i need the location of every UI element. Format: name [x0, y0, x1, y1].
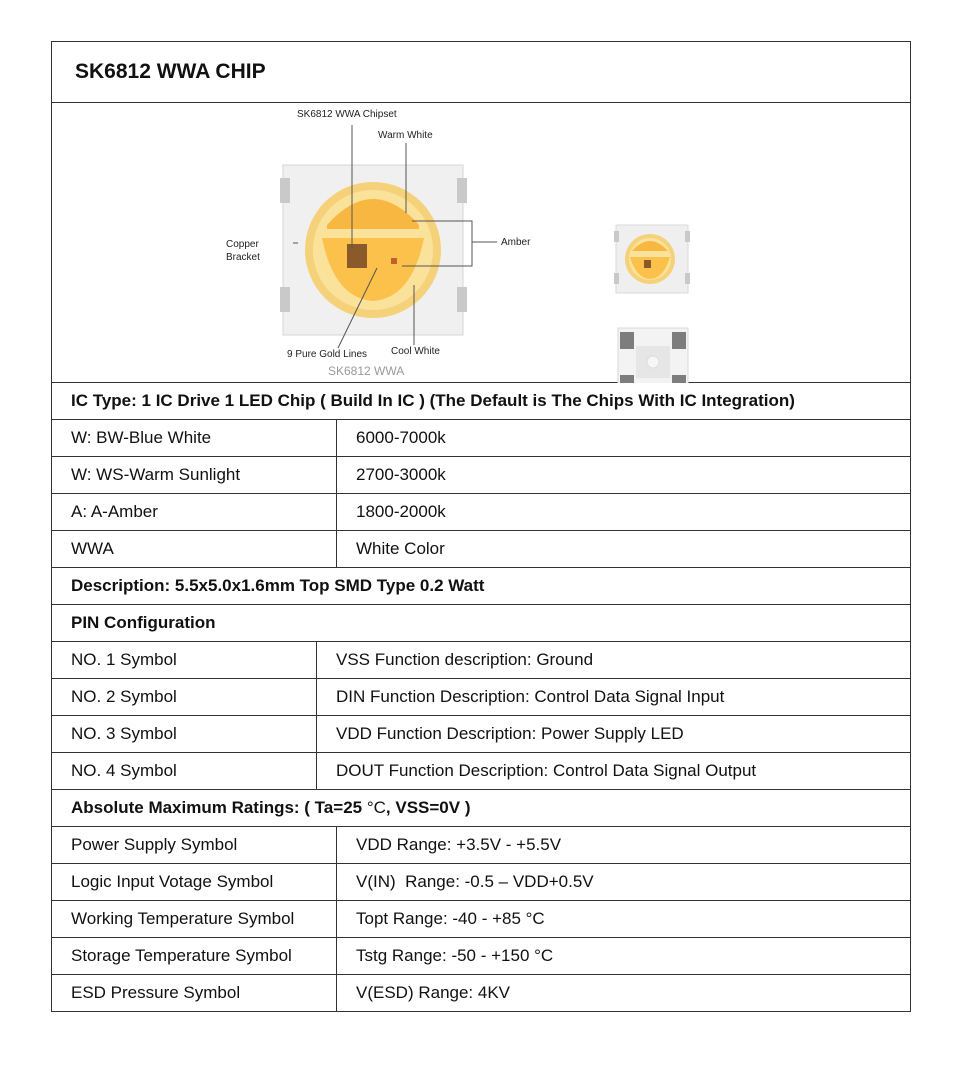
table-row [52, 937, 910, 974]
color-value: White Color [356, 539, 445, 558]
color-value: 6000-7000k [356, 428, 446, 447]
rating-name: Logic Input Votage Symbol [52, 864, 337, 900]
table-row [52, 493, 910, 530]
table-row [52, 419, 910, 456]
ratings-header [52, 790, 910, 826]
pin-function: DIN Function Description: Control Data Signal Input [336, 687, 725, 706]
color-value: 2700-3000k [356, 465, 446, 484]
copper-pad [280, 287, 290, 312]
color-name: W: BW-Blue White [52, 420, 337, 456]
rating-value: Topt Range: -40 - +85 °C [356, 909, 545, 928]
chip-illustration [52, 102, 910, 382]
table-row [52, 863, 910, 900]
rating-name: Power Supply Symbol [52, 827, 337, 863]
copper-pad [280, 178, 290, 203]
rating-name: Storage Temperature Symbol [52, 938, 337, 974]
label-copper: Copper [226, 239, 259, 250]
rating-value: V(ESD) Range: 4KV [356, 983, 511, 1002]
ic-type-text: IC Type: 1 IC Drive 1 LED Chip ( Build In IC ) (The Default is The Chips With IC Integration) [71, 391, 795, 410]
color-name: W: WS-Warm Sunlight [52, 457, 337, 493]
color-name: WWA [52, 531, 337, 567]
chip-diagram [52, 103, 910, 383]
color-name: A: A-Amber [52, 494, 337, 530]
table-row [52, 715, 910, 752]
pin-header: PIN Configuration [71, 613, 216, 632]
table-row [52, 456, 910, 493]
pin-function: DOUT Function Description: Control Data Signal Output [336, 761, 757, 780]
amber-die [391, 258, 397, 264]
pin-symbol: NO. 3 Symbol [52, 716, 317, 752]
description-row [52, 567, 910, 604]
pin-symbol: NO. 2 Symbol [52, 679, 317, 715]
pin-symbol: NO. 1 Symbol [52, 642, 317, 678]
spec-sheet [51, 41, 911, 1012]
rating-value: Tstg Range: -50 - +150 °C [356, 946, 554, 965]
label-cool-white: Cool White [391, 346, 440, 357]
ratings-header-unit: °C [366, 798, 386, 817]
table-row [52, 530, 910, 567]
pin-function: VSS Function description: Ground [336, 650, 594, 669]
rating-value: V(IN) Range: -0.5 – VDD+0.5V [356, 872, 594, 891]
rating-name: Working Temperature Symbol [52, 901, 337, 937]
copper-pad [457, 287, 467, 312]
watermark-text: SK6812 WWA [328, 364, 405, 378]
color-value: 1800-2000k [356, 502, 446, 521]
pin-function: VDD Function Description: Power Supply LED [336, 724, 684, 743]
label-gold-lines: 9 Pure Gold Lines [287, 349, 368, 360]
ratings-header-prefix: Absolute Maximum Ratings: ( Ta=25 [71, 798, 367, 817]
label-amber: Amber [501, 237, 531, 248]
title-row [52, 42, 910, 102]
table-row [52, 641, 910, 678]
ratings-header-suffix: , VSS=0V ) [385, 798, 471, 817]
ratings-header-row [52, 789, 910, 826]
ic-type-row [52, 382, 910, 419]
pin-header-row [52, 604, 910, 641]
label-chipset: SK6812 WWA Chipset [297, 109, 397, 120]
description-text: Description: 5.5x5.0x1.6mm Top SMD Type 0.2 Watt [71, 576, 485, 595]
label-warm-white: Warm White [378, 130, 433, 141]
label-bracket: Bracket [226, 252, 260, 263]
page-title: SK6812 WWA CHIP [75, 60, 266, 83]
table-row [52, 678, 910, 715]
chipset-die [347, 244, 367, 268]
pin-symbol: NO. 4 Symbol [52, 753, 317, 789]
table-row [52, 974, 910, 1011]
rating-name: ESD Pressure Symbol [52, 975, 337, 1011]
table-row [52, 900, 910, 937]
rating-value: VDD Range: +3.5V - +5.5V [356, 835, 562, 854]
table-row [52, 826, 910, 863]
table-row [52, 752, 910, 789]
copper-pad [457, 178, 467, 203]
